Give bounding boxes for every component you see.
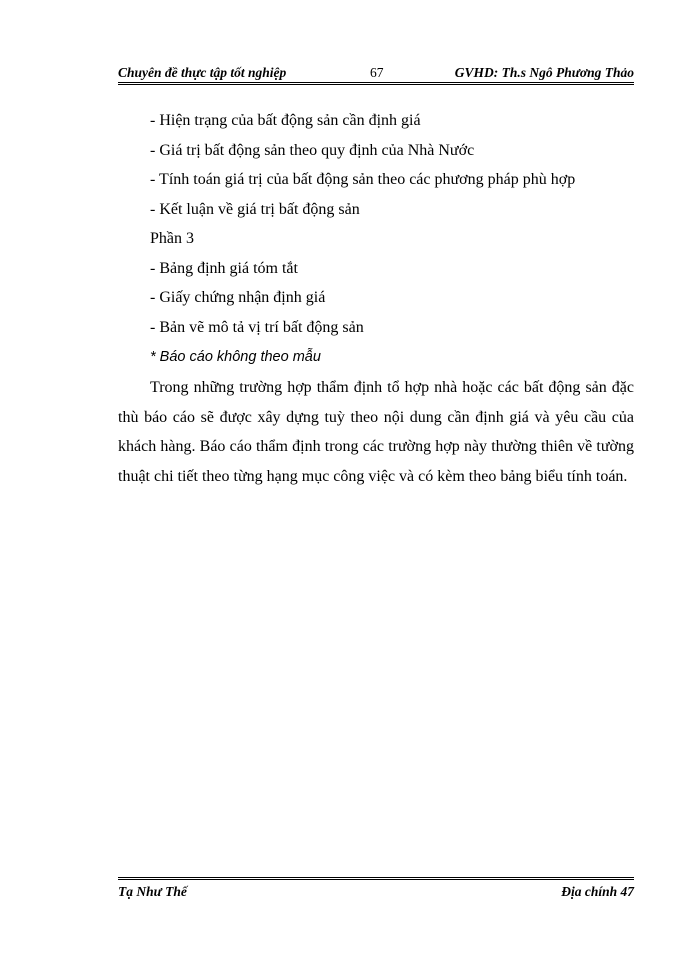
- body-paragraph: Trong những trường hợp thẩm định tổ hợp nhà hoặc các bất động sản đặc thù báo cáo sẽ được xây dựng tuỳ theo nội dung cần định giá và yêu cầu của khách hàng. Báo cáo thẩm định trong các trường hợp này thường thiên về tường thuật chi tiết theo từng hạng mục công việc và có kèm theo bảng biểu tính toán.: [118, 379, 634, 485]
- footer-class: Địa chính 47: [561, 884, 634, 899]
- page-footer: [118, 884, 634, 904]
- header-rule: [118, 82, 634, 85]
- list-item: - Kết luận về giá trị bất động sản: [150, 201, 360, 218]
- list-item: - Bản vẽ mô tả vị trí bất động sản: [150, 319, 364, 336]
- list-item: - Giấy chứng nhận định giá: [150, 289, 326, 306]
- page-number: 67: [370, 65, 384, 80]
- header-title: Chuyên đề thực tập tốt nghiệp: [118, 65, 287, 80]
- list-item: - Giá trị bất động sản theo quy định của Nhà Nước: [150, 142, 475, 159]
- footer-author: Tạ Như Thế: [118, 884, 187, 899]
- footer-rule: [118, 877, 634, 880]
- note-heading: * Báo cáo không theo mẫu: [150, 349, 321, 365]
- header-advisor: GVHD: Th.s Ngô Phương Thảo: [454, 65, 634, 80]
- list-item: - Tính toán giá trị của bất động sản theo các phương pháp phù hợp: [150, 171, 576, 188]
- list-item: - Hiện trạng của bất động sản cần định giá: [150, 112, 421, 129]
- section-heading: Phần 3: [150, 230, 194, 247]
- list-item: - Bảng định giá tóm tắt: [150, 260, 298, 277]
